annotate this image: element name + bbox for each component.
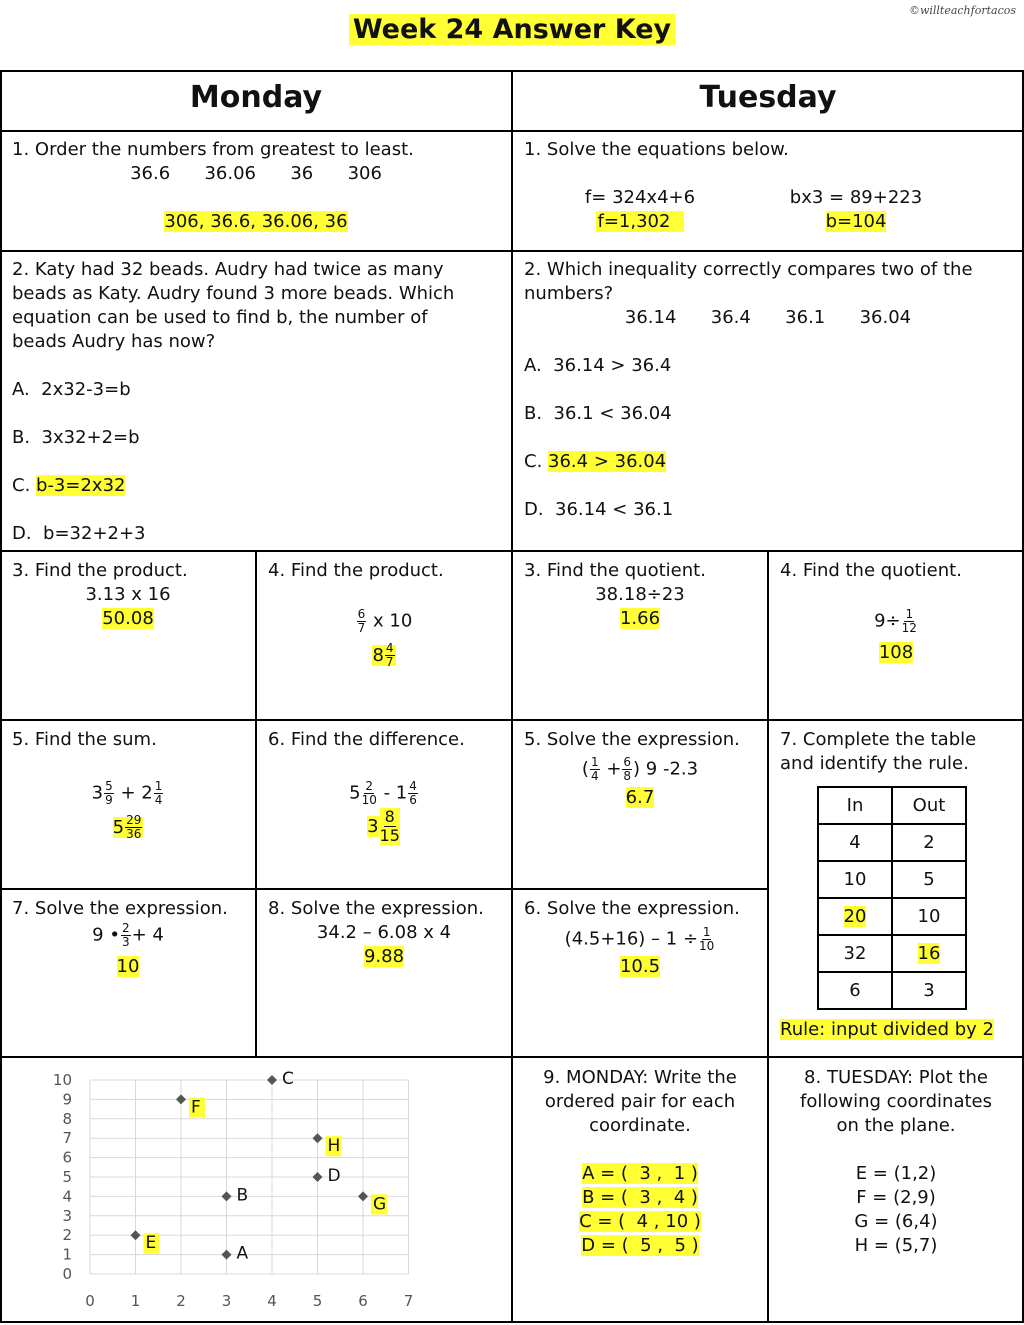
tue7-question-line: 7. Complete the table (780, 729, 977, 750)
point-label-a: A (236, 1243, 249, 1264)
tue8-question-line: 8. TUESDAY: Plot the (804, 1067, 988, 1088)
point-label-c: C (282, 1069, 294, 1089)
mon2-option-d: D. b=32+2+3 (12, 523, 146, 544)
tue5-answer: 6.7 (625, 787, 655, 808)
tue6-answer: 10.5 (619, 956, 661, 977)
tue2-option-d: D. 36.14 < 36.1 (524, 499, 674, 520)
table-cell: 16 (892, 935, 966, 972)
grid-lines (90, 1080, 409, 1274)
mon2-question-line: 2. Katy had 32 beads. Audry had twice as many (12, 259, 444, 280)
mon8-question: 8. Solve the expression. (268, 898, 484, 919)
mon7-expression: 9 • $\frac{2}{3}$ + 4 (92, 921, 164, 949)
y-tick-label: 2 (62, 1226, 72, 1245)
tue4-expression: 9÷ $\frac{1}{12}$ (874, 607, 917, 635)
table-cell: 4 (818, 824, 892, 861)
point-label-h: H (327, 1136, 341, 1157)
page-title (0, 14, 1024, 45)
tue2-option-c-label: C. (524, 451, 549, 472)
mon3-expression: 3.13 x 16 (85, 584, 171, 605)
point-marker-b (222, 1191, 232, 1201)
mon9-answer: C = ( 4 , 10 ) (579, 1211, 701, 1232)
y-tick-label: 0 (62, 1265, 72, 1283)
mon9-answer: D = ( 5 , 5 ) (581, 1235, 699, 1256)
table-cell: 20 (818, 898, 892, 935)
y-tick-label: 10 (52, 1071, 72, 1089)
tue2-question-line: numbers? (524, 283, 614, 304)
mon2-option-b: B. 3x32+2=b (12, 427, 140, 448)
tue5-expression: ( $\frac{1}{4}$ + $\frac{6}{8}$ ) 9 -2.3 (581, 755, 699, 783)
mon6-answer: 3 $\frac{8}{15}$ (367, 807, 400, 845)
mon9-question-line: 9. MONDAY: Write the (543, 1067, 737, 1088)
x-tick-label: 7 (403, 1292, 414, 1310)
mon2-option-c (12, 474, 125, 498)
x-tick-label: 6 (358, 1292, 368, 1310)
mon8-answer: 9.88 (363, 946, 405, 967)
y-tick-label: 7 (62, 1129, 72, 1148)
point-marker-f (176, 1094, 186, 1104)
in-out-table (817, 786, 967, 1010)
mon2-question-line: beads as Katy. Audry found 3 more beads. Which (12, 283, 455, 304)
x-tick-label: 5 (312, 1292, 323, 1310)
point-label-b: B (236, 1185, 249, 1206)
mon9-question-line: ordered pair for each (544, 1091, 736, 1112)
mon7-answer: 10 (116, 956, 140, 977)
y-tick-label: 9 (62, 1090, 72, 1109)
mon9-answer: A = ( 3 , 1 ) (582, 1163, 698, 1184)
x-tick-label: 0 (85, 1292, 95, 1310)
mon1-question: 1. Order the numbers from greatest to least. (12, 139, 414, 160)
tue4-answer: 108 (878, 642, 914, 663)
mon2-option-c-label: C. (12, 475, 37, 496)
tue1-question: 1. Solve the equations below. (524, 139, 789, 160)
x-tick-label: 1 (130, 1292, 141, 1310)
table-cell: 32 (818, 935, 892, 972)
table-cell: 6 (818, 972, 892, 1009)
mon4-question: 4. Find the product. (268, 560, 444, 581)
tue3-question: 3. Find the quotient. (524, 560, 706, 581)
y-tick-label: 4 (62, 1187, 72, 1206)
fraction: $\frac{6}{7}$ (357, 607, 366, 635)
mon5-question: 5. Find the sum. (12, 729, 157, 750)
point-marker-g (358, 1191, 368, 1201)
mon4-answer: 8 $\frac{4}{7}$ (372, 641, 394, 669)
table-header: Out (892, 787, 966, 824)
y-tick-label: 3 (62, 1206, 72, 1225)
point-label-g: G (373, 1194, 387, 1215)
mon7-question: 7. Solve the expression. (12, 898, 228, 919)
point-marker-h (313, 1133, 323, 1143)
x-tick-label: 3 (221, 1292, 232, 1310)
tue1-answer2: b=104 (825, 211, 887, 232)
point-marker-e (131, 1230, 141, 1240)
tue1-equation1: f= 324x4+6 (584, 187, 696, 208)
point-label-d: D (327, 1166, 341, 1186)
tue8-question-line: following coordinates (799, 1091, 993, 1112)
tue8-coordinate: F = (2,9) (856, 1187, 936, 1208)
point-marker-c (267, 1075, 277, 1085)
table-cell: 2 (892, 824, 966, 861)
mon5-expression: 3 $\frac{5}{9}$ + 2 $\frac{1}{4}$ (91, 779, 163, 807)
tue6-question: 6. Solve the expression. (524, 898, 740, 919)
tue3-expression: 38.18÷23 (595, 584, 685, 605)
mon3-question: 3. Find the product. (12, 560, 188, 581)
y-tick-label: 5 (62, 1168, 72, 1186)
table-cell: 10 (818, 861, 892, 898)
table-header: In (818, 787, 892, 824)
mon1-answer: 306, 36.6, 36.06, 36 (164, 211, 348, 232)
table-cell: 3 (892, 972, 966, 1009)
tue6-expression: (4.5+16) – 1 ÷ $\frac{1}{10}$ (564, 925, 715, 953)
tue2-option-c-answer: 36.4 > 36.04 (548, 451, 667, 472)
tue7-question-line: and identify the rule. (780, 753, 969, 774)
mon8-expression: 34.2 – 6.08 x 4 (316, 922, 452, 943)
tue2-option-b: B. 36.1 < 36.04 (524, 403, 672, 424)
tue1-equation2: bx3 = 89+223 (789, 187, 923, 208)
point-marker-d (313, 1172, 323, 1182)
point-label-f: F (191, 1097, 201, 1118)
mon3-answer: 50.08 (102, 608, 154, 629)
x-tick-label: 4 (267, 1292, 277, 1310)
mon2-question-line: equation can be used to find b, the number of (12, 307, 428, 328)
tue1-answer1: f=1,302 (596, 211, 685, 232)
tue5-question: 5. Solve the expression. (524, 729, 740, 750)
tue8-coordinate: G = (6,4) (854, 1211, 938, 1232)
tue7-rule: Rule: input divided by 2 (780, 1019, 994, 1040)
y-tick-label: 1 (62, 1245, 72, 1264)
tue2-question-line: 2. Which inequality correctly compares two of the (524, 259, 973, 280)
tue2-option-c (524, 450, 666, 474)
mon2-question-line: beads Audry has now? (12, 331, 216, 352)
tue2-numbers: 36.14 36.4 36.1 36.04 (624, 307, 912, 328)
mon9-question-line: coordinate. (589, 1115, 691, 1136)
point-label-e: E (145, 1233, 157, 1254)
tue8-coordinate: H = (5,7) (854, 1235, 938, 1256)
y-tick-label: 6 (62, 1148, 72, 1167)
tue8-question-line: on the plane. (836, 1115, 956, 1136)
header-tuesday: Tuesday (699, 80, 837, 115)
tue3-answer: 1.66 (619, 608, 661, 629)
mon2-option-a: A. 2x32-3=b (12, 379, 131, 400)
mon2-option-c-answer: b-3=2x32 (36, 475, 126, 496)
tue2-option-a: A. 36.14 > 36.4 (524, 355, 672, 376)
point-marker-a (222, 1250, 232, 1260)
header-monday: Monday (189, 80, 323, 115)
x-tick-label: 2 (176, 1292, 186, 1310)
page-title-text: Week 24 Answer Key (349, 14, 675, 45)
mon6-question: 6. Find the difference. (268, 729, 465, 750)
table-cell: 5 (892, 861, 966, 898)
tue4-question: 4. Find the quotient. (780, 560, 962, 581)
mon4-expression: $\frac{6}{7}$ x 10 (357, 607, 413, 635)
divider (0, 888, 768, 890)
mon1-numbers: 36.6 36.06 36 306 (130, 163, 382, 184)
mon5-answer: 5 $\frac{29}{36}$ (112, 813, 142, 841)
coordinate-plane (0, 1058, 510, 1320)
mon6-expression: 5 $\frac{2}{10}$ - 1 $\frac{4}{6}$ (349, 779, 417, 807)
mon9-answer: B = ( 3 , 4 ) (582, 1187, 698, 1208)
credit-text: ©willteachfortacos (908, 4, 1016, 17)
table-cell: 10 (892, 898, 966, 935)
tue8-coordinate: E = (1,2) (855, 1163, 937, 1184)
y-tick-label: 8 (62, 1109, 72, 1128)
